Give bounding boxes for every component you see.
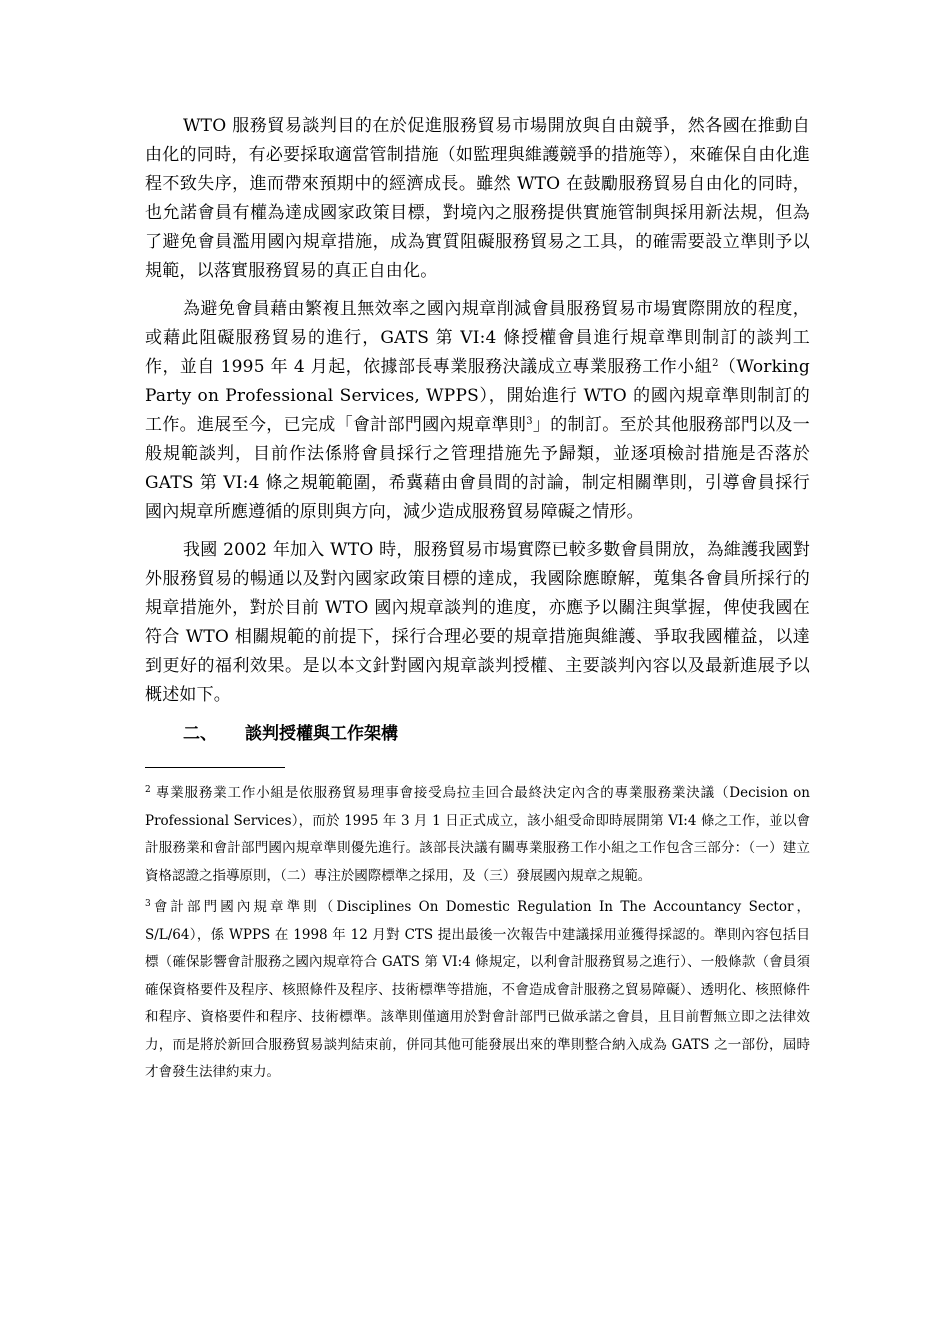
paragraph-3 [145, 536, 810, 710]
footnote-mark: 3 [145, 899, 151, 909]
paragraph-3-text: 我國 2002 年加入 WTO 時，服務貿易市場實際已較多數會員開放，為維護我國對外服務貿易的暢通以及對內國家政策目標的達成，我國除應瞭解，蒐集各會員所採行的規章措施外，對於目前 WTO 國內規章談判的進度，亦應予以關注與掌握，俾使我國在符合 WTO 相關規範的前提下，採行合理必要的規章措施與維護、爭取我國權益，以達到更好的福利效果。是以本文針對國內規章談判授權、主要談判內容以及最新進展予以概述如下。 [145, 540, 810, 705]
footnote-2 [145, 780, 810, 890]
footnote-separator [145, 767, 285, 768]
paragraph-1 [145, 112, 810, 286]
footnote-3 [145, 894, 810, 1087]
footnote-ref-3[interactable]: 3 [526, 416, 533, 427]
footnote-mark: 2 [145, 785, 151, 795]
footnote-text: 會計部門國內規章準則（Disciplines On Domestic Regulation In The Accountancy Sector，S/L/64），係 WPPS 在 1998 年 12 月對 CTS 提出最後一次報告中建議採用並獲得採認的。準則內容包括目標（確保影響會計服務之國內規章符合 GATS 第 VI:4 條規定，以利會計服務貿易之進行）、一般條款（會員須確保資格要件及程序、核照條件及程序、技術標準等措施，不會造成會計服務之貿易障礙）、透明化、核照條件和程序、資格要件和程序、技術標準。該準則僅適用於對會計部門已做承諾之會員，且目前暫無立即之法律效力，而是將於新回合服務貿易談判結束前，併同其他可能發展出來的準則整合納入成為 GATS 之一部份，屆時才會發生法律約束力。 [145, 899, 810, 1080]
paragraph-2-text-a: 為避免會員藉由繁複且無效率之國內規章削減會員服務貿易市場實際開放的程度，或藉此阻礙服務貿易的進行，GATS 第 VI:4 條授權會員進行規章準則制訂的談判工作，並自 1995 年 4 月起，依據部長專業服務決議成立專業服務工作小組 [145, 299, 810, 377]
footnote-ref-2[interactable]: 2 [712, 358, 719, 369]
document-page [145, 112, 810, 1091]
section-title: 談判授權與工作架構 [245, 724, 398, 744]
paragraph-2 [145, 295, 810, 527]
section-heading [145, 720, 810, 749]
paragraph-1-text: WTO 服務貿易談判目的在於促進服務貿易市場開放與自由競爭，然各國在推動自由化的同時，有必要採取適當管制措施（如監理與維護競爭的措施等），來確保自由化進程不致失序，進而帶來預期中的經濟成長。雖然 WTO 在鼓勵服務貿易自由化的同時，也允諾會員有權為達成國家政策目標，對境內之服務提供實施管制與採用新法規，但為了避免會員濫用國內規章措施，成為實質阻礙服務貿易之工具，的確需要設立準則予以規範，以落實服務貿易的真正自由化。 [145, 116, 810, 281]
section-number: 二、 [183, 724, 217, 744]
footnotes [145, 780, 810, 1087]
paragraph-2-text-c: 」的制訂。至於其他服務部門以及一般規範談判，目前作法係將會員採行之管理措施先予歸類，並逐項檢討措施是否落於 GATS 第 VI:4 條之規範範圍，希冀藉由會員間的討論，制定相關準則，引導會員採行國內規章所應遵循的原則與方向，減少造成服務貿易障礙之情形。 [145, 415, 810, 522]
footnote-text: 專業服務業工作小組是依服務貿易理事會接受烏拉圭回合最終決定內含的專業服務業決議（Decision on Professional Services），而於 1995 年 3 月 1 日正式成立，該小組受命即時展開第 VI:4 條之工作，並以會計服務業和會計部門國內規章準則優先進行。該部長決議有關專業服務工作小組之工作包含三部分：（一）建立資格認證之指導原則，（二）專注於國際標準之採用，及（三）發展國內規章之規範。 [145, 785, 811, 884]
paragraph-2-text-b: （Working Party on Professional Services, WPPS），開始進行 WTO 的國內規章準則制訂的工作。進展至今，已完成「會計部門國內規章準則 [145, 357, 811, 435]
